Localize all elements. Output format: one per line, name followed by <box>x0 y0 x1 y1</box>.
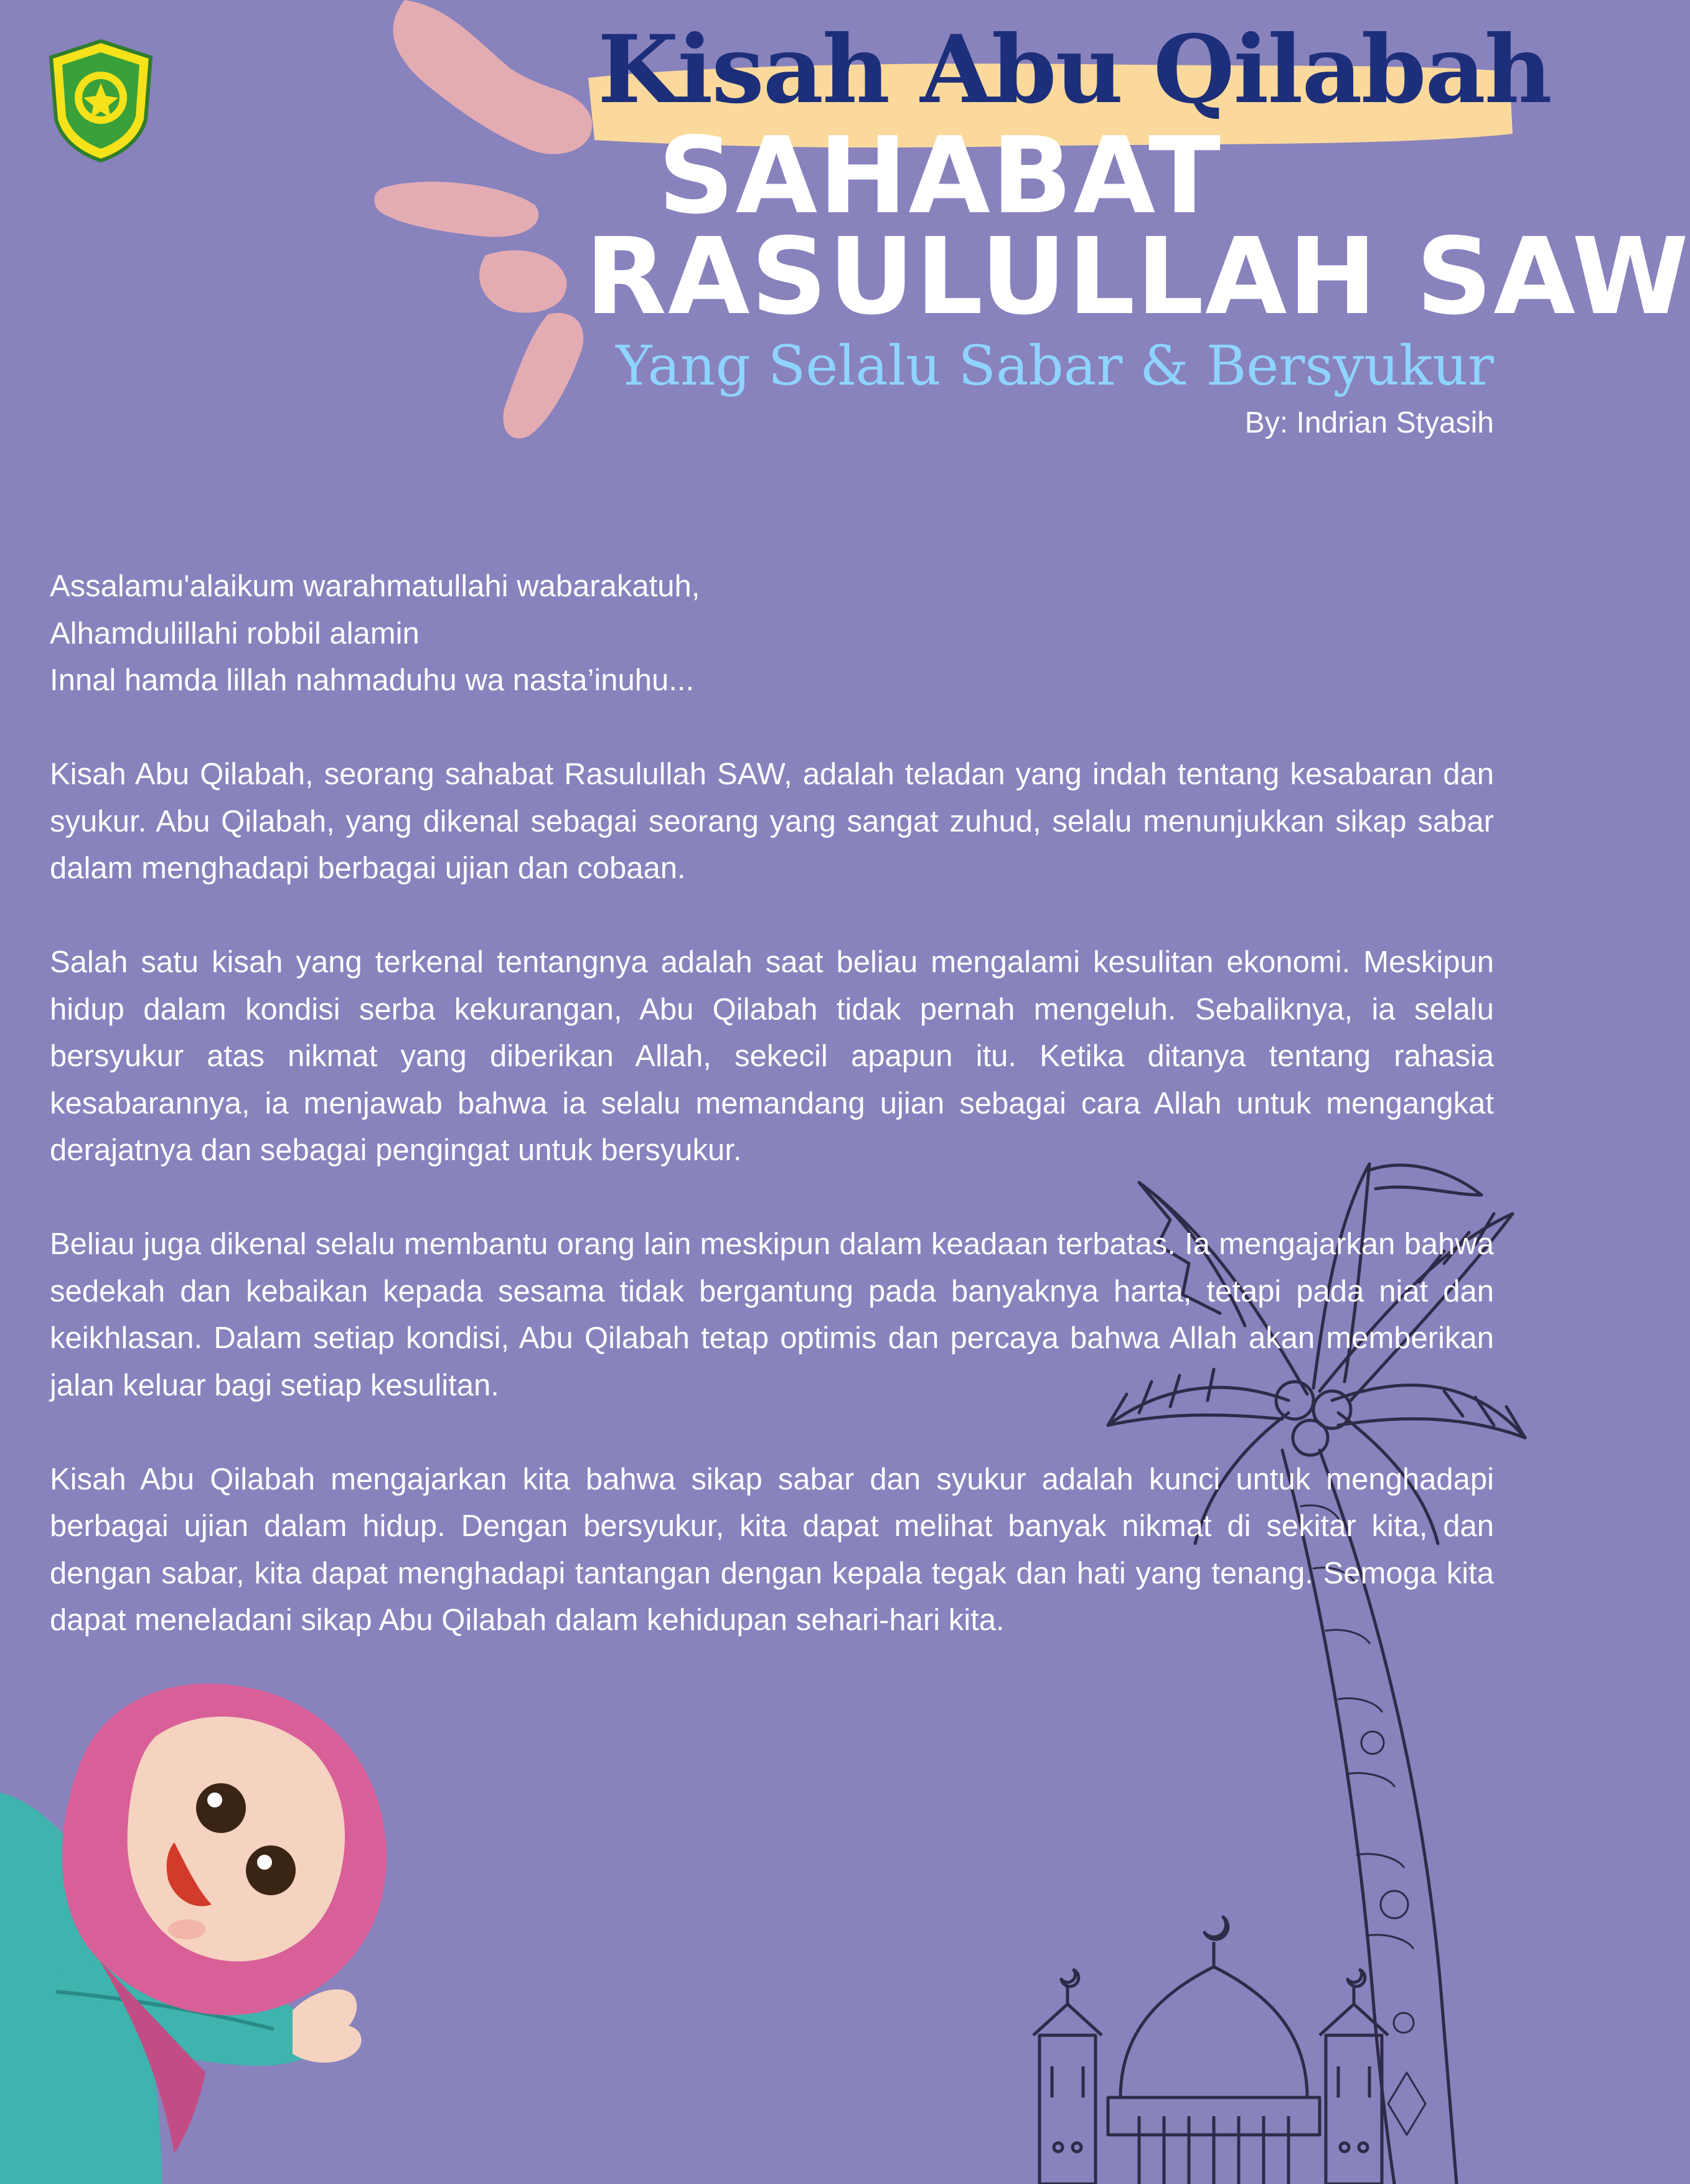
author-byline: By: Indrian Styasih <box>1244 406 1494 439</box>
greeting-line-3: Innal hamda lillah nahmaduhu wa nasta’inuhu... <box>50 663 695 697</box>
greeting-line-1: Assalamu'alaikum warahmatullahi wabarakatuh, <box>50 569 700 603</box>
title-rasulullah: RASULULLAH SAW <box>585 215 1690 339</box>
greeting-line-2: Alhamdulillahi robbil alamin <box>50 616 420 650</box>
main-title: Kisah Abu Qilabah <box>598 15 1551 124</box>
greeting-block <box>50 563 1494 705</box>
paragraph-2: Salah satu kisah yang terkenal tentangnya adalah saat beliau mengalami kesulitan ekonomi. Meskipun hidup dalam kondisi serba kekurangan, Abu Qilabah tidak pernah mengeluh. Sebaliknya, ia selalu bersyukur atas nikmat yang diberikan Allah, sekecil apapun itu. Ketika ditanya tentang rahasia kesabarannya, ia menjawab bahwa ia selalu memandang ujian sebagai cara Allah untuk mengangkat derajatnya dan sebagai pengingat untuk bersyukur. <box>50 945 1494 1167</box>
paragraph-4: Kisah Abu Qilabah mengajarkan kita bahwa sikap sabar dan syukur adalah kunci untuk menghadapi berbagai ujian dalam hidup. Dengan bersyukur, kita dapat melihat banyak nikmat di sekitar kita, dan dengan sabar, kita dapat menghadapi tantangan dengan kepala tegak dan hati yang tenang. Semoga kita dapat meneladani sikap Abu Qilabah dalam kehidupan sehari-hari kita. <box>50 1462 1494 1637</box>
title-sahabat: SAHABAT <box>658 115 1222 238</box>
paragraph-3: Beliau juga dikenal selalu membantu orang lain meskipun dalam keadaan terbatas. Ia mengajarkan bahwa sedekah dan kebaikan kepada sesama tidak bergantung pada banyaknya harta, tetapi pada niat dan keikhlasan. Dalam setiap kondisi, Abu Qilabah tetap optimis dan percaya bahwa Allah akan memberikan jalan keluar bagi setiap kesulitan. <box>50 1227 1494 1402</box>
article-body <box>50 563 1494 1691</box>
paragraph-1: Kisah Abu Qilabah, seorang sahabat Rasulullah SAW, adalah teladan yang indah tentang kesabaran dan syukur. Abu Qilabah, yang dikenal sebagai seorang yang sangat zuhud, selalu menunjukkan sikap sabar dalam menghadapi berbagai ujian dan cobaan. <box>50 757 1494 885</box>
subtitle: Yang Selalu Sabar & Bersyukur <box>616 334 1494 398</box>
